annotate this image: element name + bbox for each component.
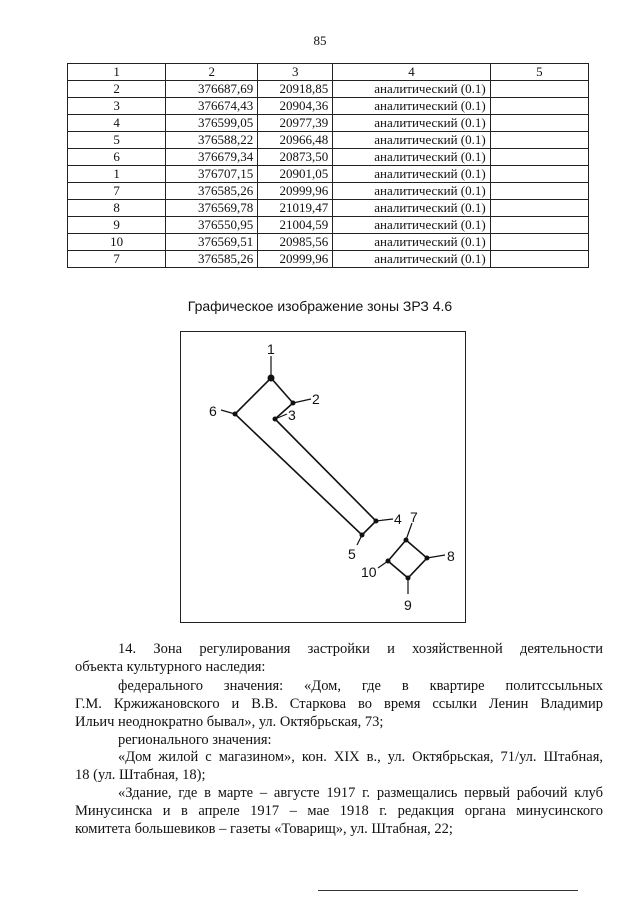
paragraph-14-line-2: объекта культурного наследия: (75, 659, 266, 675)
table-cell: аналитический (0.1) (333, 149, 490, 166)
table-row (68, 149, 589, 166)
vertex-9 (406, 576, 411, 581)
table-cell: 21019,47 (258, 200, 333, 217)
table-cell: 376569,78 (166, 200, 258, 217)
vertex-4 (374, 519, 379, 524)
table-cell: 20985,56 (258, 234, 333, 251)
federal-line-3: Ильич неоднократно бывал», ул. Октябрьская, 73; (75, 714, 384, 730)
vertex-label-2: 2 (312, 391, 320, 407)
column-header: 1 (68, 64, 166, 81)
table-cell: аналитический (0.1) (333, 217, 490, 234)
table-row (68, 166, 589, 183)
zone-outline-secondary (388, 540, 427, 578)
vertex-label-1: 1 (267, 341, 275, 357)
table-cell: 376585,26 (166, 183, 258, 200)
column-header: 3 (258, 64, 333, 81)
vertex-label-10: 10 (361, 564, 377, 580)
vertex-7 (404, 538, 409, 543)
page-number: 85 (313, 33, 327, 48)
table-cell: 5 (68, 132, 166, 149)
zone-outline-main (235, 378, 376, 535)
table-cell (490, 132, 588, 149)
table-cell (490, 81, 588, 98)
vertex-label-6: 6 (209, 403, 217, 419)
table-cell: 376550,95 (166, 217, 258, 234)
table-cell: 376599,05 (166, 115, 258, 132)
table-cell: аналитический (0.1) (333, 251, 490, 268)
vertex-3 (273, 417, 278, 422)
vertex-label-8: 8 (447, 548, 455, 564)
table-cell (490, 183, 588, 200)
table-cell: аналитический (0.1) (333, 132, 490, 149)
building-line-3: комитета большевиков – газеты «Товарищ», ул. Штабная, 22; (75, 821, 453, 837)
table-cell (490, 200, 588, 217)
vertex-label-4: 4 (394, 511, 402, 527)
vertex-1 (268, 375, 275, 382)
column-header: 2 (166, 64, 258, 81)
table-cell: 20999,96 (258, 183, 333, 200)
table-row (68, 115, 589, 132)
table-cell: аналитический (0.1) (333, 115, 490, 132)
label-leaders (221, 356, 445, 594)
table-cell: 20873,50 (258, 149, 333, 166)
vertex-8 (425, 556, 430, 561)
table-cell: 376707,15 (166, 166, 258, 183)
zone-boundary (235, 378, 427, 578)
table-cell: 20999,96 (258, 251, 333, 268)
footer-rule (318, 890, 578, 891)
table-cell: аналитический (0.1) (333, 234, 490, 251)
table-cell: 1 (68, 166, 166, 183)
column-header: 5 (490, 64, 588, 81)
table-cell: 376679,34 (166, 149, 258, 166)
table-cell (490, 149, 588, 166)
table-cell (490, 98, 588, 115)
table-cell: 4 (68, 115, 166, 132)
table-cell (490, 217, 588, 234)
vertex-label-7: 7 (410, 509, 418, 525)
vertex-6 (233, 412, 238, 417)
vertex-2 (291, 401, 296, 406)
table-cell: аналитический (0.1) (333, 200, 490, 217)
table-cell: 376687,69 (166, 81, 258, 98)
table-cell: 7 (68, 251, 166, 268)
table-row (68, 132, 589, 149)
building-line-2: Минусинска и в апреле 1917 – мае 1918 г. редакция органа минусинского (75, 803, 603, 819)
zone-diagram-svg (181, 332, 467, 624)
vertex-markers (233, 375, 430, 581)
table-cell: 9 (68, 217, 166, 234)
vertex-5 (360, 533, 365, 538)
table-cell: 20901,05 (258, 166, 333, 183)
table-row (68, 251, 589, 268)
table-cell: 20904,36 (258, 98, 333, 115)
table-cell: аналитический (0.1) (333, 183, 490, 200)
table-cell (490, 166, 588, 183)
table-row (68, 183, 589, 200)
table-cell: 8 (68, 200, 166, 217)
house-line-1: «Дом жилой с магазином», кон. XIX в., ул. Октябрьская, 71/ул. Штабная, (118, 749, 603, 765)
table-cell (490, 234, 588, 251)
table-cell: 376585,26 (166, 251, 258, 268)
table-cell: 2 (68, 81, 166, 98)
leader-7 (406, 523, 412, 540)
table-cell: 376674,43 (166, 98, 258, 115)
table-cell: 10 (68, 234, 166, 251)
table-cell (490, 251, 588, 268)
table-cell: 376588,22 (166, 132, 258, 149)
table-cell: аналитический (0.1) (333, 166, 490, 183)
table-cell: 3 (68, 98, 166, 115)
federal-line-1: федерального значения: «Дом, где в квартире политссыльных (118, 678, 603, 694)
vertex-label-3: 3 (288, 407, 296, 423)
federal-line-2: Г.М. Кржижановского и В.В. Старкова во время ссылки Ленин Владимир (75, 696, 603, 712)
table-row (68, 234, 589, 251)
zone-diagram (180, 331, 466, 623)
paragraph-14-line-1: 14. Зона регулирования застройки и хозяйственной деятельности (118, 641, 603, 657)
regional-heading: регионального значения: (118, 732, 272, 748)
vertex-10 (386, 559, 391, 564)
table-cell: 21004,59 (258, 217, 333, 234)
table-cell: 20918,85 (258, 81, 333, 98)
house-line-2: 18 (ул. Штабная, 18); (75, 767, 206, 783)
leader-8 (427, 555, 445, 558)
table-cell: аналитический (0.1) (333, 81, 490, 98)
table-row (68, 81, 589, 98)
leader-4 (376, 519, 393, 521)
leader-2 (293, 399, 311, 403)
vertex-label-9: 9 (404, 597, 412, 613)
building-line-1: «Здание, где в марте – августе 1917 г. размещались первый рабочий клуб (118, 785, 603, 801)
table-cell (490, 115, 588, 132)
coordinates-table (67, 63, 589, 268)
table-cell: 376569,51 (166, 234, 258, 251)
table-cell: 20977,39 (258, 115, 333, 132)
figure-caption: Графическое изображение зоны ЗРЗ 4.6 (187, 298, 453, 314)
table-cell: 20966,48 (258, 132, 333, 149)
vertex-label-5: 5 (348, 546, 356, 562)
table-cell: аналитический (0.1) (333, 98, 490, 115)
table-row (68, 200, 589, 217)
table-cell: 7 (68, 183, 166, 200)
table-body (68, 81, 589, 268)
table-row (68, 98, 589, 115)
table-header-row (68, 64, 589, 81)
table-cell: 6 (68, 149, 166, 166)
table-row (68, 217, 589, 234)
column-header: 4 (333, 64, 490, 81)
